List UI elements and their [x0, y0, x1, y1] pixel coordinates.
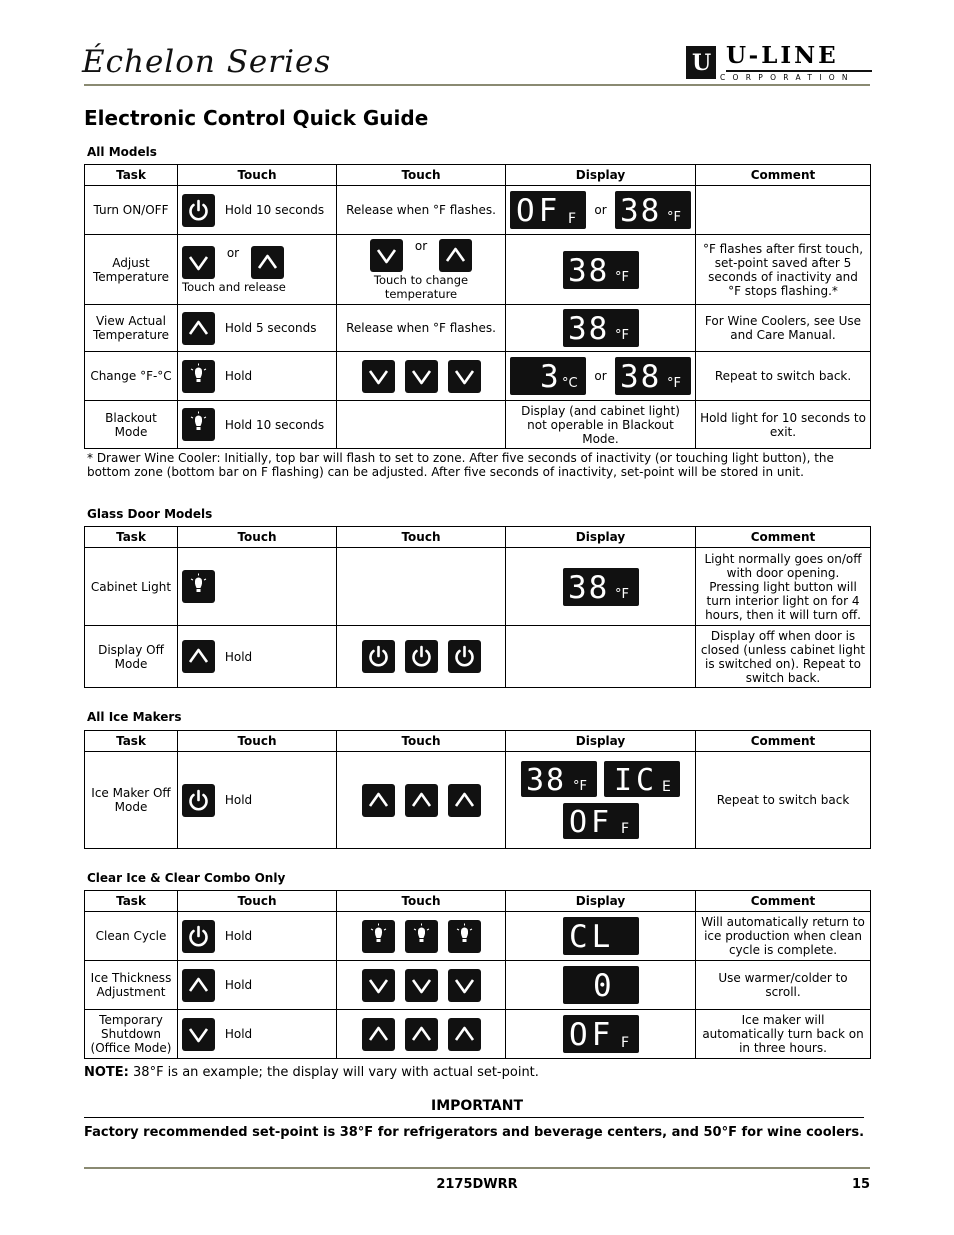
touch-instruction: Hold — [224, 978, 253, 992]
col-task: Task — [85, 527, 178, 548]
up-arrow-icon[interactable] — [405, 784, 438, 817]
col-touch: Touch — [178, 891, 337, 912]
section-label-all-models: All Models — [87, 145, 157, 159]
svg-text:F: F — [567, 211, 576, 227]
comment-cell: °F flashes after first touch, set-point saved after 5 seconds of inactivity and °F stops flashing.* — [696, 235, 871, 305]
important-text: Factory recommended set-point is 38°F for refrigerators and beverage centers, and 50°F for wine coolers. — [84, 1125, 865, 1140]
task-cell: View Actual Temperature — [85, 305, 178, 352]
lcd-temp-display — [521, 761, 597, 797]
touch-instruction: Hold 5 seconds — [224, 321, 317, 335]
down-arrow-icon[interactable] — [405, 969, 438, 1002]
svg-text:F: F — [620, 1035, 629, 1051]
svg-text:38: 38 — [567, 252, 609, 289]
svg-text:E: E — [661, 779, 671, 795]
lcd-temp-display — [615, 191, 691, 229]
display-cell — [506, 912, 696, 961]
lcd-off-display — [563, 803, 639, 839]
svg-text:0: 0 — [592, 968, 612, 1004]
table-row — [85, 752, 871, 849]
col-comment: Comment — [696, 165, 871, 186]
comment-cell: Repeat to switch back — [696, 752, 871, 849]
up-arrow-icon[interactable] — [182, 312, 215, 345]
down-arrow-icon[interactable] — [182, 246, 215, 279]
col-comment: Comment — [696, 527, 871, 548]
up-arrow-icon[interactable] — [182, 969, 215, 1002]
col-comment: Comment — [696, 891, 871, 912]
header-divider — [84, 84, 870, 86]
up-arrow-icon[interactable] — [251, 246, 284, 279]
or-label: or — [226, 245, 240, 260]
touch-cell — [178, 548, 337, 626]
svg-text:CL: CL — [568, 919, 614, 955]
light-bulb-icon[interactable] — [182, 360, 215, 393]
col-task: Task — [85, 731, 178, 752]
col-display: Display — [506, 731, 696, 752]
table-ice-makers — [84, 730, 871, 849]
display-cell — [506, 186, 696, 235]
lcd-zero-display — [563, 966, 639, 1004]
touch-cell — [337, 961, 506, 1010]
touch-instruction: Hold 10 seconds — [224, 203, 325, 217]
touch-instruction: Hold 10 seconds — [224, 417, 325, 432]
task-cell: Cabinet Light — [85, 548, 178, 626]
col-comment: Comment — [696, 731, 871, 752]
touch-cell — [337, 235, 506, 305]
brand-sub: CORPORATION — [720, 73, 855, 82]
display-cell: Display (and cabinet light) not operable in Blackout Mode. — [506, 401, 696, 449]
lcd-off-display — [563, 1015, 639, 1053]
col-touch: Touch — [337, 731, 506, 752]
or-label: or — [594, 369, 607, 383]
touch-note: Touch to change temperature — [373, 272, 469, 301]
display-cell — [506, 752, 696, 849]
table-row — [85, 186, 871, 235]
important-label: IMPORTANT — [430, 1098, 524, 1114]
col-touch: Touch — [178, 731, 337, 752]
important-divider — [84, 1117, 864, 1118]
table-all-models — [84, 164, 871, 449]
power-icon[interactable] — [448, 640, 481, 673]
touch-cell — [337, 401, 506, 449]
svg-text:38: 38 — [526, 763, 567, 797]
touch-cell — [337, 548, 506, 626]
comment-cell: For Wine Coolers, see Use and Care Manual. — [696, 305, 871, 352]
up-arrow-icon[interactable] — [405, 1018, 438, 1051]
light-bulb-icon[interactable] — [362, 920, 395, 953]
touch-cell — [337, 352, 506, 401]
svg-text:38: 38 — [620, 193, 662, 229]
light-bulb-icon[interactable] — [448, 920, 481, 953]
table-glass-door — [84, 526, 871, 688]
touch-cell — [178, 961, 337, 1010]
down-arrow-icon[interactable] — [448, 969, 481, 1002]
power-icon[interactable] — [182, 920, 215, 953]
section-label-glass-door: Glass Door Models — [87, 507, 213, 521]
table-header-row — [85, 527, 871, 548]
table-row — [85, 352, 871, 401]
touch-cell — [178, 912, 337, 961]
col-display: Display — [506, 165, 696, 186]
light-bulb-icon[interactable] — [182, 570, 215, 603]
u-line-logo — [686, 42, 872, 82]
table-row — [85, 912, 871, 961]
lcd-temp-display — [563, 309, 639, 347]
comment-cell — [696, 186, 871, 235]
table-row — [85, 401, 871, 449]
lcd-clean-display — [563, 917, 639, 955]
col-touch: Touch — [337, 165, 506, 186]
table-row — [85, 235, 871, 305]
note-text: 38°F is an example; the display will vary with actual set-point. — [133, 1065, 539, 1080]
comment-cell: Light normally goes on/off with door opening. Pressing light button will turn interior light on for 4 hours, then it will turn off. — [696, 548, 871, 626]
display-cell — [506, 235, 696, 305]
svg-text:38: 38 — [620, 359, 662, 395]
task-cell: Temporary Shutdown (Office Mode) — [85, 1010, 178, 1059]
table-row — [85, 1010, 871, 1059]
up-arrow-icon[interactable] — [439, 239, 472, 272]
up-arrow-icon[interactable] — [448, 1018, 481, 1051]
power-icon[interactable] — [182, 194, 215, 227]
brand-name: U-LINE — [726, 42, 839, 69]
svg-text:38: 38 — [567, 311, 609, 347]
lcd-ice-display — [604, 761, 680, 797]
col-touch: Touch — [337, 527, 506, 548]
touch-cell — [178, 1010, 337, 1059]
task-cell: Change °F-°C — [85, 352, 178, 401]
svg-text:OF: OF — [568, 1017, 614, 1053]
touch-cell — [337, 626, 506, 688]
touch-instruction: Hold — [224, 1027, 253, 1041]
footer-model: 2175DWRR — [436, 1177, 518, 1192]
touch-instruction: Hold — [224, 369, 253, 383]
svg-text:°C: °C — [561, 376, 578, 391]
svg-text:OF: OF — [515, 193, 561, 229]
svg-text:°F: °F — [573, 779, 588, 794]
touch-cell — [178, 235, 337, 305]
comment-cell: Ice maker will automatically turn back on in three hours. — [696, 1010, 871, 1059]
or-label: or — [594, 203, 607, 217]
col-task: Task — [85, 165, 178, 186]
lcd-temp-display — [563, 251, 639, 289]
section-label-ice-makers: All Ice Makers — [87, 710, 182, 724]
power-icon[interactable] — [362, 640, 395, 673]
touch-cell: Release when °F flashes. — [337, 186, 506, 235]
table-row — [85, 548, 871, 626]
table-row — [85, 961, 871, 1010]
down-arrow-icon[interactable] — [362, 360, 395, 393]
table-row — [85, 305, 871, 352]
touch-cell — [337, 1010, 506, 1059]
table-header-row — [85, 891, 871, 912]
task-cell: Adjust Temperature — [85, 235, 178, 305]
touch-cell — [178, 626, 337, 688]
comment-cell: Hold light for 10 seconds to exit. — [696, 401, 871, 449]
col-touch: Touch — [178, 165, 337, 186]
svg-text:°F: °F — [614, 328, 629, 343]
svg-text:OF: OF — [568, 805, 613, 839]
touch-cell: Release when °F flashes. — [337, 305, 506, 352]
footer-divider — [84, 1167, 870, 1169]
up-arrow-icon[interactable] — [448, 784, 481, 817]
display-cell — [506, 352, 696, 401]
touch-cell — [178, 352, 337, 401]
touch-note: Touch and release — [182, 279, 286, 294]
lcd-off-display — [510, 191, 586, 229]
note-label: NOTE: — [84, 1065, 129, 1080]
down-arrow-icon[interactable] — [182, 1018, 215, 1051]
table-header-row — [85, 165, 871, 186]
table-row — [85, 626, 871, 688]
touch-instruction: Hold — [224, 793, 253, 807]
table-clear-ice — [84, 890, 871, 1059]
touch-cell — [178, 401, 337, 449]
brand-underline — [726, 70, 872, 72]
power-icon[interactable] — [182, 784, 215, 817]
display-cell — [506, 626, 696, 688]
down-arrow-icon[interactable] — [405, 360, 438, 393]
note — [84, 1065, 539, 1080]
power-icon[interactable] — [405, 640, 438, 673]
col-task: Task — [85, 891, 178, 912]
touch-cell — [337, 752, 506, 849]
display-cell — [506, 1010, 696, 1059]
light-bulb-icon[interactable] — [182, 408, 215, 441]
up-arrow-icon[interactable] — [362, 1018, 395, 1051]
task-cell: Turn ON/OFF — [85, 186, 178, 235]
comment-cell: Repeat to switch back. — [696, 352, 871, 401]
svg-text:IC: IC — [613, 763, 659, 797]
comment-cell: Will automatically return to ice production when clean cycle is complete. — [696, 912, 871, 961]
lcd-celsius-display — [510, 357, 586, 395]
table-header-row — [85, 731, 871, 752]
svg-text:°F: °F — [614, 269, 629, 285]
series-title: Échelon Series — [82, 44, 332, 80]
up-arrow-icon[interactable] — [362, 784, 395, 817]
down-arrow-icon[interactable] — [448, 360, 481, 393]
comment-cell: Display off when door is closed (unless cabinet light is switched on). Repeat to switch back. — [696, 626, 871, 688]
comment-cell: Use warmer/colder to scroll. — [696, 961, 871, 1010]
footnote: * Drawer Wine Cooler: Initially, top bar will flash to set to zone. After five seconds of inactivity (or touching light button), the bottom zone (bottom bar on F flashing) can be adjusted. After five seconds of inactivity, set-point will be stored in unit. — [87, 451, 834, 479]
svg-text:3: 3 — [539, 359, 559, 395]
down-arrow-icon[interactable] — [370, 239, 403, 272]
task-cell: Clean Cycle — [85, 912, 178, 961]
task-cell: Ice Thickness Adjustment — [85, 961, 178, 1010]
svg-text:38: 38 — [567, 569, 609, 606]
svg-text:°F: °F — [667, 376, 682, 391]
col-display: Display — [506, 891, 696, 912]
svg-text:°F: °F — [667, 210, 682, 225]
col-touch: Touch — [178, 527, 337, 548]
display-cell — [506, 961, 696, 1010]
touch-instruction: Hold — [224, 929, 253, 943]
light-bulb-icon[interactable] — [405, 920, 438, 953]
page-title: Electronic Control Quick Guide — [84, 106, 429, 130]
lcd-temp-display — [615, 357, 691, 395]
touch-cell — [178, 305, 337, 352]
touch-cell — [178, 752, 337, 849]
svg-text:F: F — [620, 821, 629, 837]
task-cell: Blackout Mode — [85, 401, 178, 449]
section-label-clear-ice: Clear Ice & Clear Combo Only — [87, 871, 286, 885]
col-touch: Touch — [337, 891, 506, 912]
logo-mark-icon: U — [686, 46, 716, 79]
display-cell — [506, 305, 696, 352]
touch-cell — [337, 912, 506, 961]
touch-instruction: Hold — [224, 649, 253, 664]
touch-cell — [178, 186, 337, 235]
lcd-temp-display — [563, 568, 639, 606]
col-display: Display — [506, 527, 696, 548]
task-cell: Display Off Mode — [85, 626, 178, 688]
down-arrow-icon[interactable] — [362, 969, 395, 1002]
page-number: 15 — [852, 1177, 871, 1192]
or-label: or — [414, 238, 428, 253]
display-cell — [506, 548, 696, 626]
svg-text:°F: °F — [614, 586, 629, 602]
task-cell: Ice Maker Off Mode — [85, 752, 178, 849]
up-arrow-icon[interactable] — [182, 640, 215, 673]
